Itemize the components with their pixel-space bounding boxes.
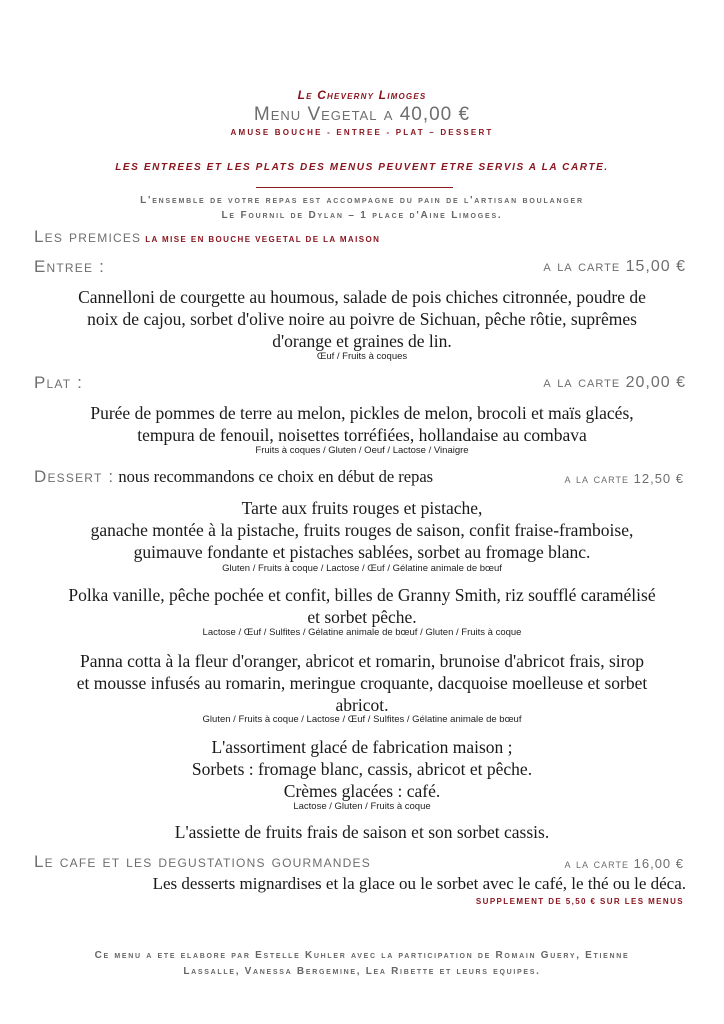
plat-dish (30, 402, 694, 446)
plat-title: Plat : (34, 373, 84, 392)
dessert-item (20, 736, 704, 802)
bread-notice-line-2: Le Fournil de Dylan – 1 place d'Aine Limoges. (221, 210, 503, 221)
dessert-recommendation: nous recommandons ce choix en début de repas (118, 467, 434, 486)
dish-line: ganache montée à la pistache, fruits rouges de saison, confit fraise-framboise, (90, 520, 634, 540)
dish-line: L'assiette de fruits frais de saison et son sorbet cassis. (174, 822, 550, 842)
restaurant-name: Le Cheverny Limoges (297, 88, 427, 102)
dish-line: Cannelloni de courgette au houmous, salade de pois chiches citronnée, poudre de (78, 287, 646, 307)
dessert-allergens: Lactose / Gluten / Fruits à coque (293, 801, 431, 812)
dish-line: Sorbets : fromage blanc, cassis, abricot et pêche. (191, 759, 533, 779)
premices-subtitle: LA MISE EN BOUCHE VEGETAL DE LA MAISON (145, 235, 381, 244)
dessert-item (20, 497, 704, 563)
dessert-title: Dessert : (34, 467, 115, 486)
dessert-allergens: Lactose / Œuf / Sulfites / Gélatine animale de bœuf / Gluten / Fruits à coque (202, 627, 522, 638)
entree-title: Entree : (34, 257, 106, 276)
cafe-price: a la carte 16,00 € (564, 856, 684, 871)
dish-line: Panna cotta à la fleur d'oranger, abricot et romarin, brunoise d'abricot frais, sirop (80, 651, 644, 671)
divider (256, 187, 453, 188)
dessert-header (34, 467, 433, 487)
dessert-item (10, 584, 714, 628)
dish-line: guimauve fondante et pistaches sablées, sorbet au fromage blanc. (133, 542, 591, 562)
entree-price: a la carte 15,00 € (543, 258, 686, 275)
cafe-title: Le cafe et les degustations gourmandes (34, 852, 371, 871)
dish-line: d'orange et graines de lin. (272, 331, 452, 351)
bread-notice-line-1: L'ensemble de votre repas est accompagne du pain de l'artisan boulanger (140, 195, 584, 206)
dessert-allergens: Gluten / Fruits à coque / Lactose / Œuf / Sulfites / Gélatine animale de bœuf (202, 714, 522, 725)
cafe-supplement: SUPPLEMENT DE 5,50 € SUR LES MENUS (475, 897, 684, 906)
menu-courses: AMUSE BOUCHE - ENTREE - PLAT – DESSERT (230, 128, 494, 137)
dish-line: Crèmes glacées : café. (283, 781, 441, 801)
plat-price: a la carte 20,00 € (543, 374, 686, 391)
dish-line: et mousse infusés au romarin, meringue croquante, dacquoise moelleuse et sorbet (76, 673, 648, 693)
premices-section (34, 227, 380, 247)
a-la-carte-notice: LES ENTREES ET LES PLATS DES MENUS PEUVENT ETRE SERVIS A LA CARTE. (115, 162, 609, 173)
dish-line: noix de cajou, sorbet d'olive noire au poivre de Sichuan, pêche rôtie, suprêmes (87, 309, 637, 329)
dish-line: tempura de fenouil, noisettes torréfiées, hollandaise au combava (137, 425, 587, 445)
premices-title: Les premices (34, 227, 142, 246)
dish-line: Purée de pommes de terre au melon, pickles de melon, brocoli et maïs glacés, (90, 403, 634, 423)
dessert-item (20, 650, 704, 716)
dish-line: L'assortiment glacé de fabrication maison ; (211, 737, 513, 757)
dish-line: abricot. (335, 695, 389, 715)
credits-line-1: Ce menu a ete elabore par Estelle Kuhler avec la participation de Romain Guery, Etienne (94, 950, 630, 961)
dish-line: et sorbet pêche. (307, 607, 417, 627)
dessert-item (20, 821, 704, 843)
dish-line: Tarte aux fruits rouges et pistache, (241, 498, 483, 518)
cafe-description: Les desserts mignardises et la glace ou le sorbet avec le café, le thé ou le déca. (152, 874, 686, 893)
dessert-price: a la carte 12,50 € (564, 471, 684, 486)
entree-allergens: Œuf / Fruits à coques (316, 351, 408, 362)
dish-line: Polka vanille, pêche pochée et confit, billes de Granny Smith, riz soufflé caramélisé (68, 585, 656, 605)
menu-title: Menu Vegetal a 40,00 € (253, 104, 471, 125)
credits-line-2: Lassalle, Vanessa Bergemine, Lea Ribette et leurs equipes. (183, 966, 541, 977)
entree-dish (30, 286, 694, 352)
plat-allergens: Fruits à coques / Gluten / Oeuf / Lactose / Vinaigre (255, 445, 469, 456)
dessert-allergens: Gluten / Fruits à coque / Lactose / Œuf / Gélatine animale de bœuf (222, 563, 502, 574)
